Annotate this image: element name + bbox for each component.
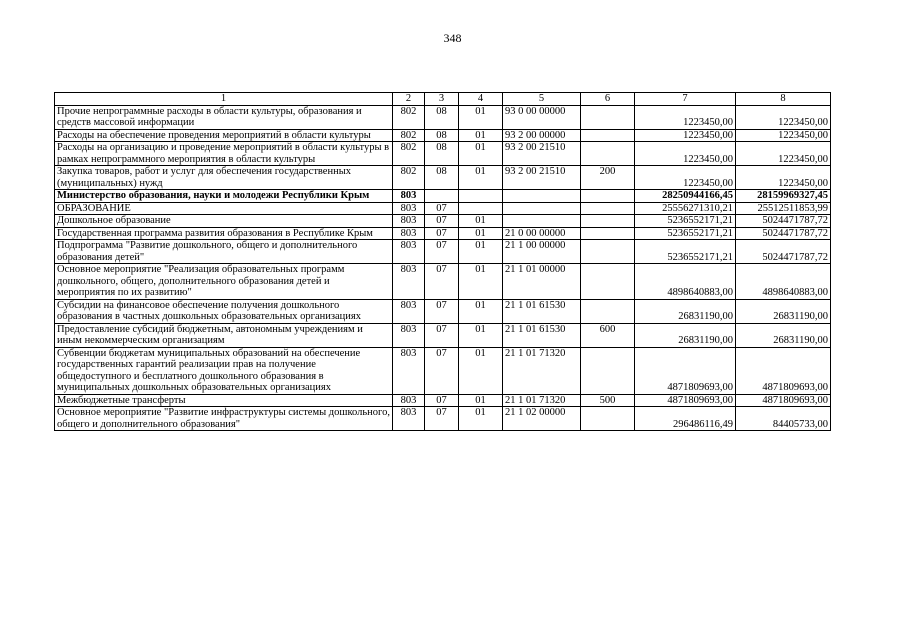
cell-amount-year2: 5024471787,72 — [736, 227, 831, 240]
cell-target-article: 21 1 01 71320 — [503, 347, 581, 394]
cell-ministry-code: 803 — [393, 240, 425, 264]
table-row — [55, 190, 831, 203]
cell-section: 08 — [425, 166, 459, 190]
cell-section: 07 — [425, 323, 459, 347]
cell-target-article — [503, 215, 581, 228]
table-row — [55, 394, 831, 407]
cell-name: Основное мероприятие "Реализация образовательных программ дошкольного, общего, дополнительного образования детей и мероприятия по их развитию" — [55, 264, 393, 300]
cell-section: 07 — [425, 240, 459, 264]
cell-target-article — [503, 190, 581, 203]
cell-amount-year2: 1223450,00 — [736, 166, 831, 190]
cell-target-article: 21 1 01 00000 — [503, 264, 581, 300]
cell-amount-year1: 26831190,00 — [635, 299, 736, 323]
table-row — [55, 129, 831, 142]
cell-subsection: 01 — [459, 347, 503, 394]
cell-target-article: 93 2 00 00000 — [503, 129, 581, 142]
table-row — [55, 264, 831, 300]
table-row — [55, 202, 831, 215]
cell-amount-year1: 5236552171,21 — [635, 240, 736, 264]
cell-section: 07 — [425, 202, 459, 215]
table-row — [55, 323, 831, 347]
cell-amount-year2: 84405733,00 — [736, 407, 831, 431]
cell-ministry-code: 803 — [393, 407, 425, 431]
cell-ministry-code: 802 — [393, 105, 425, 129]
cell-amount-year1: 296486116,49 — [635, 407, 736, 431]
cell-amount-year2: 1223450,00 — [736, 105, 831, 129]
cell-target-article: 21 1 01 61530 — [503, 323, 581, 347]
cell-amount-year1: 1223450,00 — [635, 142, 736, 166]
cell-target-article: 21 1 02 00000 — [503, 407, 581, 431]
cell-name: Субсидии на финансовое обеспечение получения дошкольного образования в частных дошкольных образовательных организациях — [55, 299, 393, 323]
table-row — [55, 166, 831, 190]
cell-section: 08 — [425, 142, 459, 166]
cell-expense-type — [581, 142, 635, 166]
cell-expense-type — [581, 407, 635, 431]
cell-ministry-code: 803 — [393, 190, 425, 203]
cell-amount-year1: 26831190,00 — [635, 323, 736, 347]
cell-section: 07 — [425, 299, 459, 323]
cell-expense-type — [581, 347, 635, 394]
cell-section: 07 — [425, 264, 459, 300]
cell-expense-type — [581, 105, 635, 129]
cell-amount-year1: 4871809693,00 — [635, 394, 736, 407]
cell-ministry-code: 803 — [393, 264, 425, 300]
column-header: 3 — [425, 93, 459, 106]
cell-expense-type — [581, 129, 635, 142]
cell-name: ОБРАЗОВАНИЕ — [55, 202, 393, 215]
column-header: 2 — [393, 93, 425, 106]
cell-target-article: 21 0 00 00000 — [503, 227, 581, 240]
cell-section — [425, 190, 459, 203]
cell-section: 08 — [425, 129, 459, 142]
cell-name: Межбюджетные трансферты — [55, 394, 393, 407]
cell-expense-type — [581, 240, 635, 264]
cell-amount-year2: 5024471787,72 — [736, 215, 831, 228]
cell-name: Субвенции бюджетам муниципальных образований на обеспечение государственных гарантий реализации прав на получение общедоступного и бесплатного дошкольного образования в муниципальных дошкольных образовательных организациях — [55, 347, 393, 394]
cell-target-article: 93 2 00 21510 — [503, 166, 581, 190]
cell-subsection: 01 — [459, 394, 503, 407]
cell-amount-year1: 1223450,00 — [635, 166, 736, 190]
cell-subsection: 01 — [459, 407, 503, 431]
cell-subsection: 01 — [459, 227, 503, 240]
column-header: 8 — [736, 93, 831, 106]
cell-amount-year2: 28159969327,45 — [736, 190, 831, 203]
cell-subsection: 01 — [459, 105, 503, 129]
column-header: 1 — [55, 93, 393, 106]
cell-ministry-code: 803 — [393, 215, 425, 228]
cell-amount-year1: 5236552171,21 — [635, 227, 736, 240]
cell-section: 07 — [425, 347, 459, 394]
cell-amount-year2: 4898640883,00 — [736, 264, 831, 300]
cell-subsection: 01 — [459, 299, 503, 323]
cell-expense-type: 500 — [581, 394, 635, 407]
cell-subsection — [459, 190, 503, 203]
cell-section: 07 — [425, 394, 459, 407]
cell-target-article — [503, 202, 581, 215]
cell-section: 07 — [425, 215, 459, 228]
cell-expense-type — [581, 227, 635, 240]
cell-name: Прочие непрограммные расходы в области культуры, образования и средств массовой информации — [55, 105, 393, 129]
cell-amount-year2: 26831190,00 — [736, 299, 831, 323]
column-header: 5 — [503, 93, 581, 106]
cell-ministry-code: 803 — [393, 202, 425, 215]
column-header: 7 — [635, 93, 736, 106]
cell-subsection: 01 — [459, 129, 503, 142]
table-row — [55, 215, 831, 228]
cell-subsection: 01 — [459, 215, 503, 228]
cell-expense-type — [581, 190, 635, 203]
cell-expense-type — [581, 264, 635, 300]
cell-ministry-code: 803 — [393, 347, 425, 394]
cell-name: Государственная программа развития образования в Республике Крым — [55, 227, 393, 240]
table-row — [55, 142, 831, 166]
cell-expense-type: 200 — [581, 166, 635, 190]
cell-amount-year1: 1223450,00 — [635, 129, 736, 142]
cell-subsection: 01 — [459, 264, 503, 300]
cell-target-article: 93 0 00 00000 — [503, 105, 581, 129]
cell-expense-type: 600 — [581, 323, 635, 347]
budget-table — [54, 92, 831, 431]
table-row — [55, 227, 831, 240]
cell-amount-year1: 4898640883,00 — [635, 264, 736, 300]
cell-name: Предоставление субсидий бюджетным, автономным учреждениям и иным некоммерческим организациям — [55, 323, 393, 347]
cell-section: 08 — [425, 105, 459, 129]
table-header-row — [55, 93, 831, 106]
cell-amount-year1: 1223450,00 — [635, 105, 736, 129]
cell-subsection: 01 — [459, 142, 503, 166]
column-header: 4 — [459, 93, 503, 106]
table-row — [55, 299, 831, 323]
cell-name: Основное мероприятие "Развитие инфраструктуры системы дошкольного, общего и дополнительного образования" — [55, 407, 393, 431]
table-row — [55, 407, 831, 431]
cell-ministry-code: 803 — [393, 299, 425, 323]
table-row — [55, 240, 831, 264]
cell-ministry-code: 803 — [393, 227, 425, 240]
cell-subsection — [459, 202, 503, 215]
cell-ministry-code: 803 — [393, 394, 425, 407]
cell-subsection: 01 — [459, 323, 503, 347]
cell-section: 07 — [425, 407, 459, 431]
cell-name: Расходы на организацию и проведение мероприятий в области культуры в рамках непрограммного мероприятия в области культуры — [55, 142, 393, 166]
column-header: 6 — [581, 93, 635, 106]
cell-name: Закупка товаров, работ и услуг для обеспечения государственных (муниципальных) нужд — [55, 166, 393, 190]
cell-amount-year1: 5236552171,21 — [635, 215, 736, 228]
cell-expense-type — [581, 299, 635, 323]
cell-name: Подпрограмма "Развитие дошкольного, общего и дополнительного образования детей" — [55, 240, 393, 264]
cell-name: Министерство образования, науки и молодежи Республики Крым — [55, 190, 393, 203]
cell-amount-year2: 26831190,00 — [736, 323, 831, 347]
cell-amount-year2: 4871809693,00 — [736, 347, 831, 394]
cell-name: Расходы на обеспечение проведения мероприятий в области культуры — [55, 129, 393, 142]
cell-name: Дошкольное образование — [55, 215, 393, 228]
cell-amount-year1: 4871809693,00 — [635, 347, 736, 394]
cell-ministry-code: 802 — [393, 166, 425, 190]
cell-subsection: 01 — [459, 166, 503, 190]
cell-target-article: 21 1 01 61530 — [503, 299, 581, 323]
cell-target-article: 21 1 01 71320 — [503, 394, 581, 407]
cell-amount-year2: 5024471787,72 — [736, 240, 831, 264]
cell-amount-year1: 28250944166,45 — [635, 190, 736, 203]
cell-target-article: 21 1 00 00000 — [503, 240, 581, 264]
cell-expense-type — [581, 202, 635, 215]
page-number: 348 — [443, 31, 462, 45]
cell-subsection: 01 — [459, 240, 503, 264]
cell-amount-year2: 25512511853,99 — [736, 202, 831, 215]
table-row — [55, 347, 831, 394]
cell-expense-type — [581, 215, 635, 228]
cell-section: 07 — [425, 227, 459, 240]
cell-amount-year2: 4871809693,00 — [736, 394, 831, 407]
cell-amount-year2: 1223450,00 — [736, 142, 831, 166]
cell-amount-year1: 25556271310,21 — [635, 202, 736, 215]
cell-amount-year2: 1223450,00 — [736, 129, 831, 142]
table-row — [55, 105, 831, 129]
cell-ministry-code: 802 — [393, 129, 425, 142]
cell-ministry-code: 802 — [393, 142, 425, 166]
cell-ministry-code: 803 — [393, 323, 425, 347]
cell-target-article: 93 2 00 21510 — [503, 142, 581, 166]
